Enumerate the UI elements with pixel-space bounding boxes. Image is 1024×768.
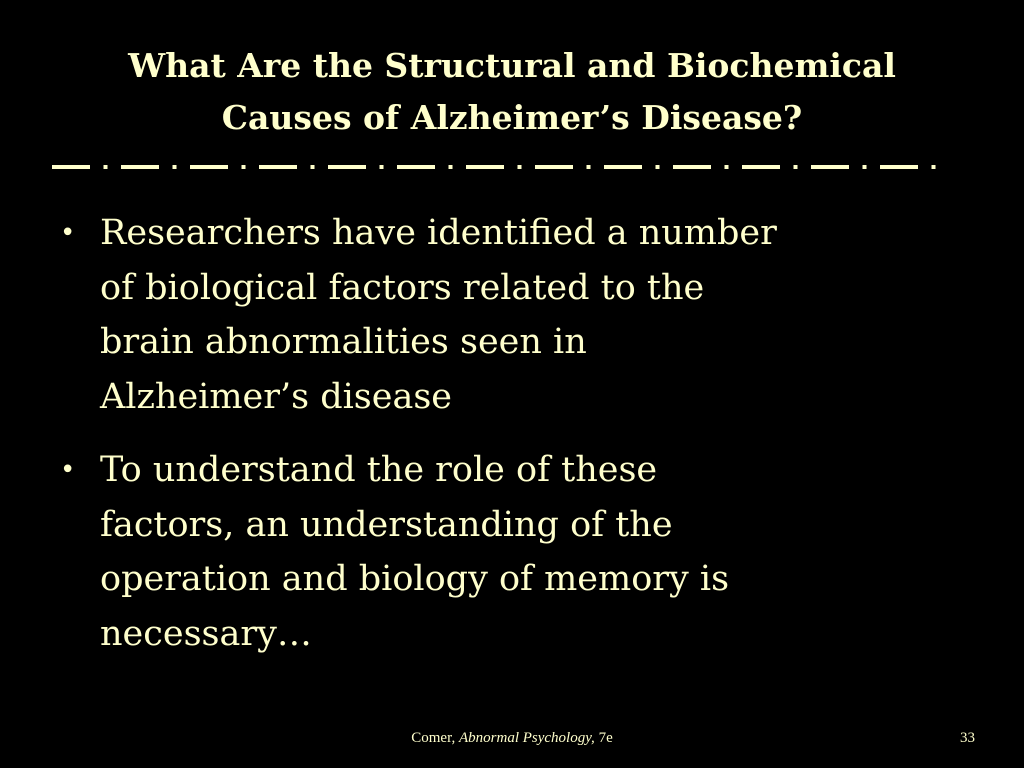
divider-dot xyxy=(725,165,729,169)
divider-dash xyxy=(811,165,849,169)
bullet-1-line-2: of biological factors related to the xyxy=(100,267,705,308)
divider-dash xyxy=(328,165,366,169)
bullet-2-line-4: necessary… xyxy=(100,613,312,654)
divider-dash xyxy=(604,165,642,169)
divider-dash xyxy=(121,165,159,169)
bullet-list xyxy=(60,206,980,680)
divider-dot xyxy=(311,165,315,169)
divider-dash xyxy=(190,165,228,169)
divider-dot xyxy=(863,165,867,169)
divider-dot xyxy=(242,165,246,169)
divider-dash xyxy=(673,165,711,169)
divider-dot xyxy=(380,165,384,169)
bullet-1-line-4: Alzheimer’s disease xyxy=(100,376,453,417)
slide-title-line-1: What Are the Structural and Biochemical xyxy=(128,46,896,85)
divider-dash xyxy=(397,165,435,169)
divider-dot xyxy=(173,165,177,169)
bullet-item-1 xyxy=(60,206,980,424)
bullet-2-line-3: operation and biology of memory is xyxy=(100,559,730,599)
divider-dash xyxy=(535,165,573,169)
divider-dot xyxy=(932,165,936,169)
slide-title-line-2: Causes of Alzheimer’s Disease? xyxy=(221,98,803,137)
page-number: 33 xyxy=(960,730,975,746)
bullet-dot-icon: • xyxy=(60,455,76,485)
title-divider xyxy=(52,160,976,174)
divider-dot xyxy=(104,165,108,169)
divider-dot xyxy=(656,165,660,169)
footer-author: Comer, xyxy=(411,730,459,746)
divider-dash xyxy=(880,165,918,169)
divider-dash xyxy=(52,165,90,169)
divider-dash xyxy=(259,165,297,169)
bullet-dot-icon: • xyxy=(60,218,76,248)
footer-edition: 7e xyxy=(594,730,613,746)
divider-dash xyxy=(742,165,780,169)
divider-dot xyxy=(449,165,453,169)
divider-dot xyxy=(794,165,798,169)
slide-title xyxy=(20,40,1004,144)
bullet-2-line-1: To understand the role of these xyxy=(100,450,658,490)
footer-citation xyxy=(0,728,1024,748)
divider-dot xyxy=(518,165,522,169)
bullet-1-line-3: brain abnormalities seen in xyxy=(100,322,587,362)
bullet-2-line-2: factors, an understanding of the xyxy=(100,504,673,545)
bullet-item-2 xyxy=(60,443,980,661)
bullet-1-line-1: Researchers have identified a number xyxy=(100,213,777,253)
divider-dash xyxy=(466,165,504,169)
divider-dot xyxy=(587,165,591,169)
footer-book-title: Abnormal Psychology, xyxy=(458,730,595,746)
